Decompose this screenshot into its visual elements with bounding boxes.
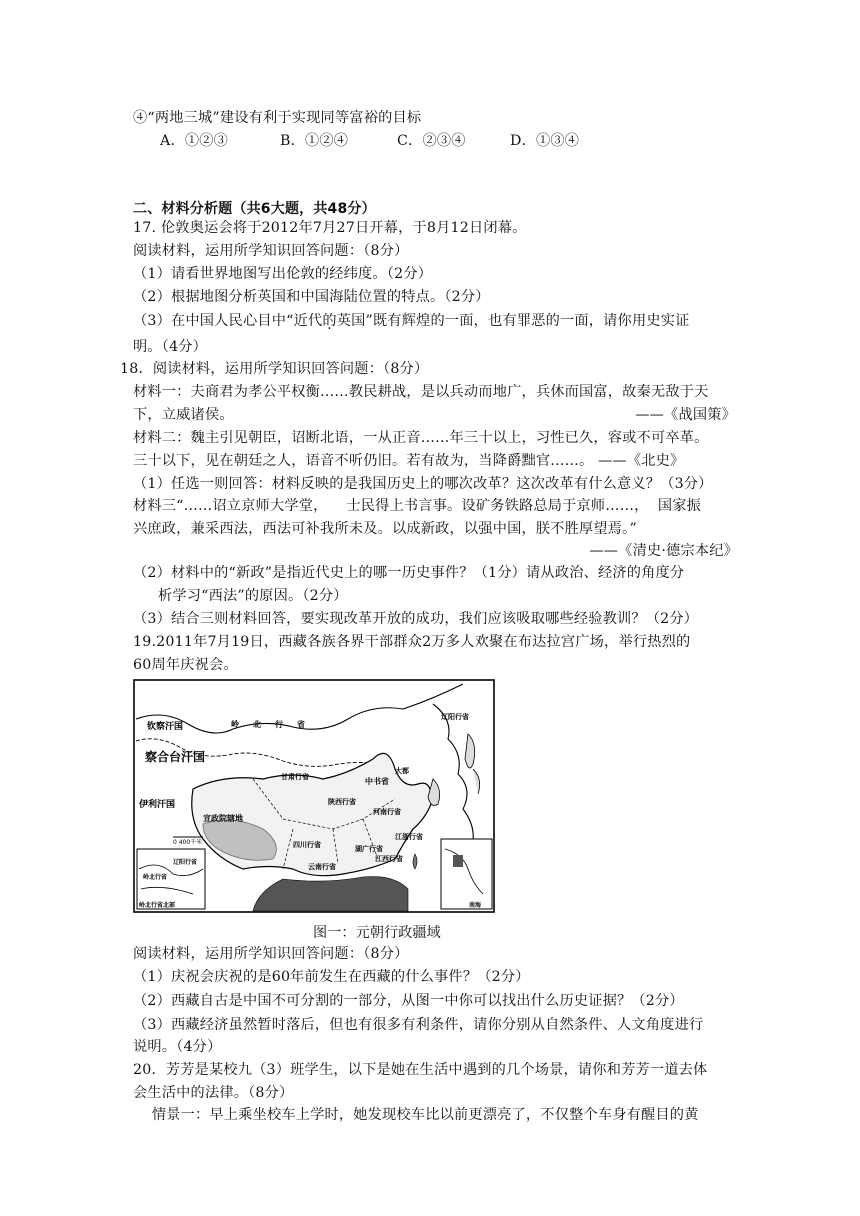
q18-material-1-cont: 下，立威诸侯。 <box>133 407 234 423</box>
label-huguang: 湖广行省 <box>355 845 383 853</box>
label-dadu: 大都 <box>395 767 409 775</box>
q17-part-3-lead: （3）在中国人民心目中“ <box>133 313 294 329</box>
q19-part-3: （3）西藏经济虽然暂时落后，但也有很多有利条件，请你分别从自然条件、人文角度进行 <box>133 1017 704 1033</box>
q18-stem: 18．阅读材料，运用所学知识回答问题：（8分） <box>120 361 429 377</box>
label-liaoyang: 辽阳行省 <box>441 713 469 721</box>
label-yili: 伊利汗国 <box>139 800 176 810</box>
yuan-dynasty-map <box>133 679 495 913</box>
q16-option-a: A．①②③ <box>160 133 228 149</box>
label-nanhai: 南海 <box>469 902 482 909</box>
q19-stem: 19.2011年7月19日，西藏各族各界干部群众2万多人欢聚在布达拉宫广场，举行热烈的 <box>133 634 691 650</box>
label-inset-title: 岭北行省北部 <box>139 902 176 909</box>
q18-part-3: （3）结合三则材料回答，要实现改革开放的成功，我们应该吸取哪些经验教训？（2分） <box>133 611 699 627</box>
q17-part-2: （2）根据地图分析英国和中国海陆位置的特点。（2分） <box>133 289 490 305</box>
q20-stem: 20．芳芳是某校九（3）班学生，以下是她在生活中遇到的几个场景，请你和芳芳一道去体 <box>133 1062 708 1078</box>
label-jiangzhe: 江浙行省 <box>395 833 423 841</box>
label-zhongshu: 中书省 <box>365 777 389 786</box>
label-henan: 河南行省 <box>373 808 401 816</box>
q16-option-b: B．①②④ <box>280 133 349 149</box>
q16-option-d: D．①③④ <box>510 133 580 149</box>
q16-option-c: C．②③④ <box>397 133 466 149</box>
map-inset-south-sea <box>441 839 492 909</box>
q19-part-2: （2）西藏自古是中国不可分割的一部分，从图一中你可以找出什么历史证据？（2分） <box>133 993 684 1009</box>
q17-stem: 17. 伦敦奥运会将于2012年7月27日开幕，于8月12日闭幕。 <box>133 220 527 236</box>
map-caption: 图一：元朝行政疆域 <box>313 925 441 941</box>
label-xuanzheng: 宣政院辖地 <box>203 814 243 823</box>
q19-part-1: （1）庆祝会庆祝的是60年前发生在西藏的什么事件？（2分） <box>133 969 530 985</box>
q18-part-1: （1）任选一则回答：材料反映的是我国历史上的哪次改革？这次改革有什么意义？（3分） <box>133 476 713 492</box>
label-inset-lingbei: 岭北行省 <box>143 874 168 881</box>
q19-stem-cont: 60周年庆祝会。 <box>133 657 238 673</box>
label-shaanxi: 陕西行省 <box>328 798 356 806</box>
q20-scene-1: 情景一：早上乘坐校车上学时，她发现校车比以前更漂亮了，不仅整个车身有醒目的黄 <box>133 1107 699 1123</box>
label-scale: 0 400千米 <box>173 839 203 846</box>
label-inset-liaoyang: 辽阳行省 <box>173 859 198 866</box>
q18-material-3: 材料三“……诏立京师大学堂， 士民得上书言事。设矿务铁路总局于京师……， 国家振 <box>133 498 702 514</box>
map-inset-south-sea-land <box>453 855 463 867</box>
q19-instruction: 阅读材料，运用所学知识回答问题：（8分） <box>133 946 409 962</box>
q18-part-2-cont: 析学习“西法”的原因。（2分） <box>158 588 348 604</box>
label-jiangxi: 江西行省 <box>375 855 403 863</box>
label-chagatai: 察合台汗国 <box>145 750 206 764</box>
q17-part-1: （1）请看世界地图写出伦敦的经纬度。（2分） <box>133 266 433 282</box>
q16-item-4: ④“两地三城”建设有利于实现同等富裕的目标 <box>133 110 422 126</box>
q18-material-2: 材料二：魏主引见朝臣，诏断北语，一从正音……年三十以上，习性已久，容或不可卒革。 <box>133 430 709 446</box>
emphasized-term: 近代的英国 · <box>294 313 366 329</box>
section-heading: 二、材料分析题（共6大题，共48分） <box>133 201 376 217</box>
q17-instruction: 阅读材料，运用所学知识回答问题：（8分） <box>133 243 409 259</box>
q18-material-2-cont: 三十以下，见在朝廷之人，语音不听仍旧。若有故为，当降爵黜官……。 ——《北史》 <box>133 453 685 469</box>
label-qincha: 钦察汗国 <box>147 722 184 732</box>
q18-part-2: （2）材料中的“新政”是指近代史上的哪一历史事件？（1分）请从政治、经济的角度分 <box>133 565 685 581</box>
q18-material-3-source: ——《清史·德宗本纪》 <box>589 543 738 559</box>
q17-part-3 <box>133 312 690 330</box>
q17-part-3-tail: ”既有辉煌的一面，也有罪恶的一面，请你用史实证 <box>365 313 690 329</box>
q19-part-3-cont: 说明。（4分） <box>133 1039 222 1055</box>
q17-part-3-cont: 明。（4分） <box>133 339 208 355</box>
q18-material-1-source: ——《战国策》 <box>635 407 736 423</box>
q18-material-3-cont: 兴庶政，兼采西法，西法可补我所未及。以成新政，以强中国，朕不胜厚望焉。” <box>133 521 637 537</box>
label-yunnan: 云南行省 <box>308 863 336 871</box>
q20-stem-cont: 会生活中的法律。（8分） <box>133 1085 294 1101</box>
label-gansu: 甘肃行省 <box>281 773 309 781</box>
q18-material-1: 材料一：夫商君为孝公平权衡……教民耕战，是以兵动而地广，兵休而国富，故秦无敌于天 <box>133 384 709 400</box>
label-sichuan: 四川行省 <box>293 841 321 849</box>
label-lingbei: 岭北行省 <box>231 720 319 729</box>
